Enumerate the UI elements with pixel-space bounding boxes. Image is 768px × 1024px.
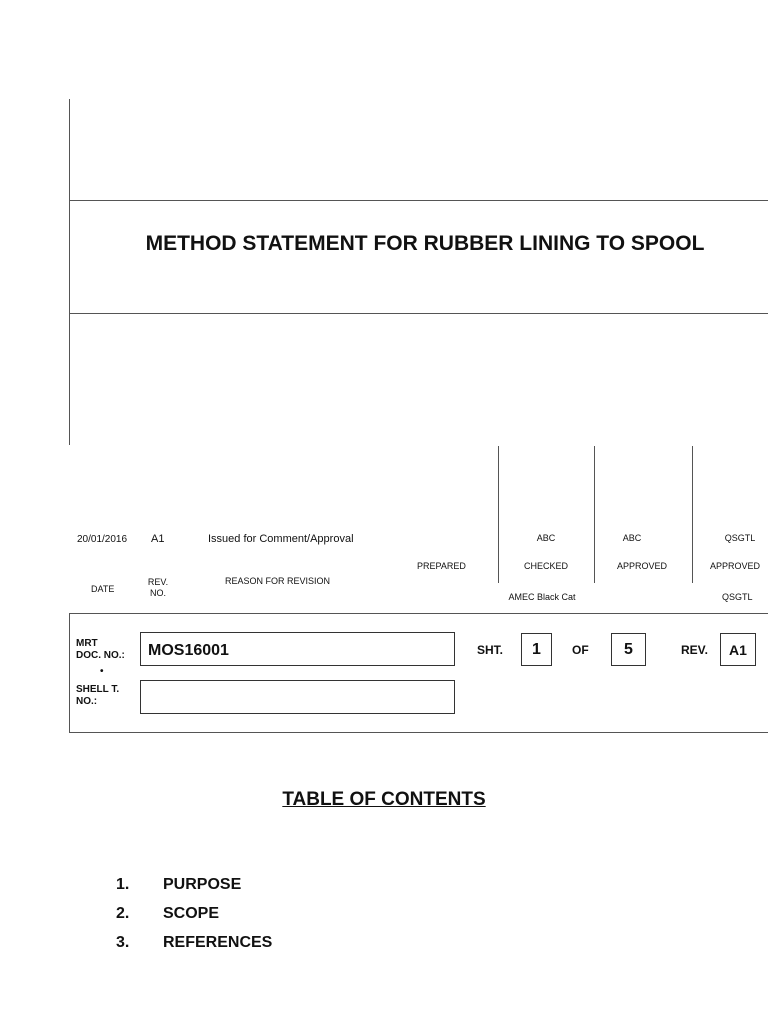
toc-title: TABLE OF CONTENTS: [282, 789, 486, 810]
of-value: 5: [624, 641, 633, 658]
toc-item-number: 2.: [116, 905, 130, 922]
frame-rule-2: [69, 313, 768, 314]
header-prepared: PREPARED: [417, 561, 466, 571]
of-field[interactable]: [611, 633, 646, 666]
header-rev-no-line1: REV.: [147, 577, 169, 587]
header-date: DATE: [91, 584, 115, 594]
rev-field[interactable]: [720, 633, 756, 666]
rev-divider-3: [692, 446, 693, 583]
mrt-doc-label-line1: MRT: [76, 638, 98, 649]
header-client-approved: APPROVED: [710, 561, 761, 571]
sheet-label: SHT.: [477, 643, 504, 657]
docno-rule-top: [69, 613, 768, 614]
toc-item-label: PURPOSE: [163, 876, 242, 893]
frame-rule-1: [69, 200, 768, 201]
rev-date: 20/01/2016: [77, 534, 128, 545]
mrt-doc-value: MOS16001: [148, 642, 229, 659]
shell-label-line1: SHELL T.: [76, 684, 120, 695]
sheet-value: 1: [532, 641, 541, 658]
shell-field[interactable]: [140, 680, 455, 714]
rev-reason: Issued for Comment/Approval: [208, 533, 354, 545]
header-rev-no: [140, 577, 176, 599]
header-checked: CHECKED: [523, 561, 568, 571]
shell-label: [76, 684, 119, 708]
header-reason: REASON FOR REVISION: [225, 576, 331, 586]
docno-rule-bottom: [69, 732, 768, 733]
mrt-doc-label: [76, 638, 125, 662]
bullet-marker: •: [100, 666, 104, 677]
docno-rule-left: [69, 613, 70, 732]
mrt-doc-label-line2: DOC. NO.:: [76, 650, 125, 661]
rev-checked-by: ABC: [536, 533, 556, 543]
rev-code: A1: [151, 533, 165, 545]
sheet-field[interactable]: [521, 633, 552, 666]
shell-label-line2: NO.:: [76, 696, 98, 707]
toc-item-label: REFERENCES: [163, 934, 273, 951]
rev-label: REV.: [681, 643, 708, 657]
header-rev-no-line2: NO.: [149, 588, 166, 598]
of-label: OF: [572, 643, 589, 657]
rev-client-approved-by: QSGTL: [724, 533, 756, 543]
toc-item-number: 3.: [116, 934, 130, 951]
rev-approved-by: ABC: [622, 533, 642, 543]
rev-value: A1: [729, 642, 747, 658]
frame-left-top: [69, 99, 70, 445]
footer-company: AMEC Black Cat: [508, 592, 576, 602]
footer-client: QSGTL: [722, 592, 753, 602]
mrt-doc-field[interactable]: [140, 632, 455, 666]
document-title: METHOD STATEMENT FOR RUBBER LINING TO SPOOL: [145, 232, 705, 255]
toc-item-number: 1.: [116, 876, 130, 893]
header-approved: APPROVED: [616, 561, 667, 571]
toc-item-label: SCOPE: [163, 905, 220, 922]
